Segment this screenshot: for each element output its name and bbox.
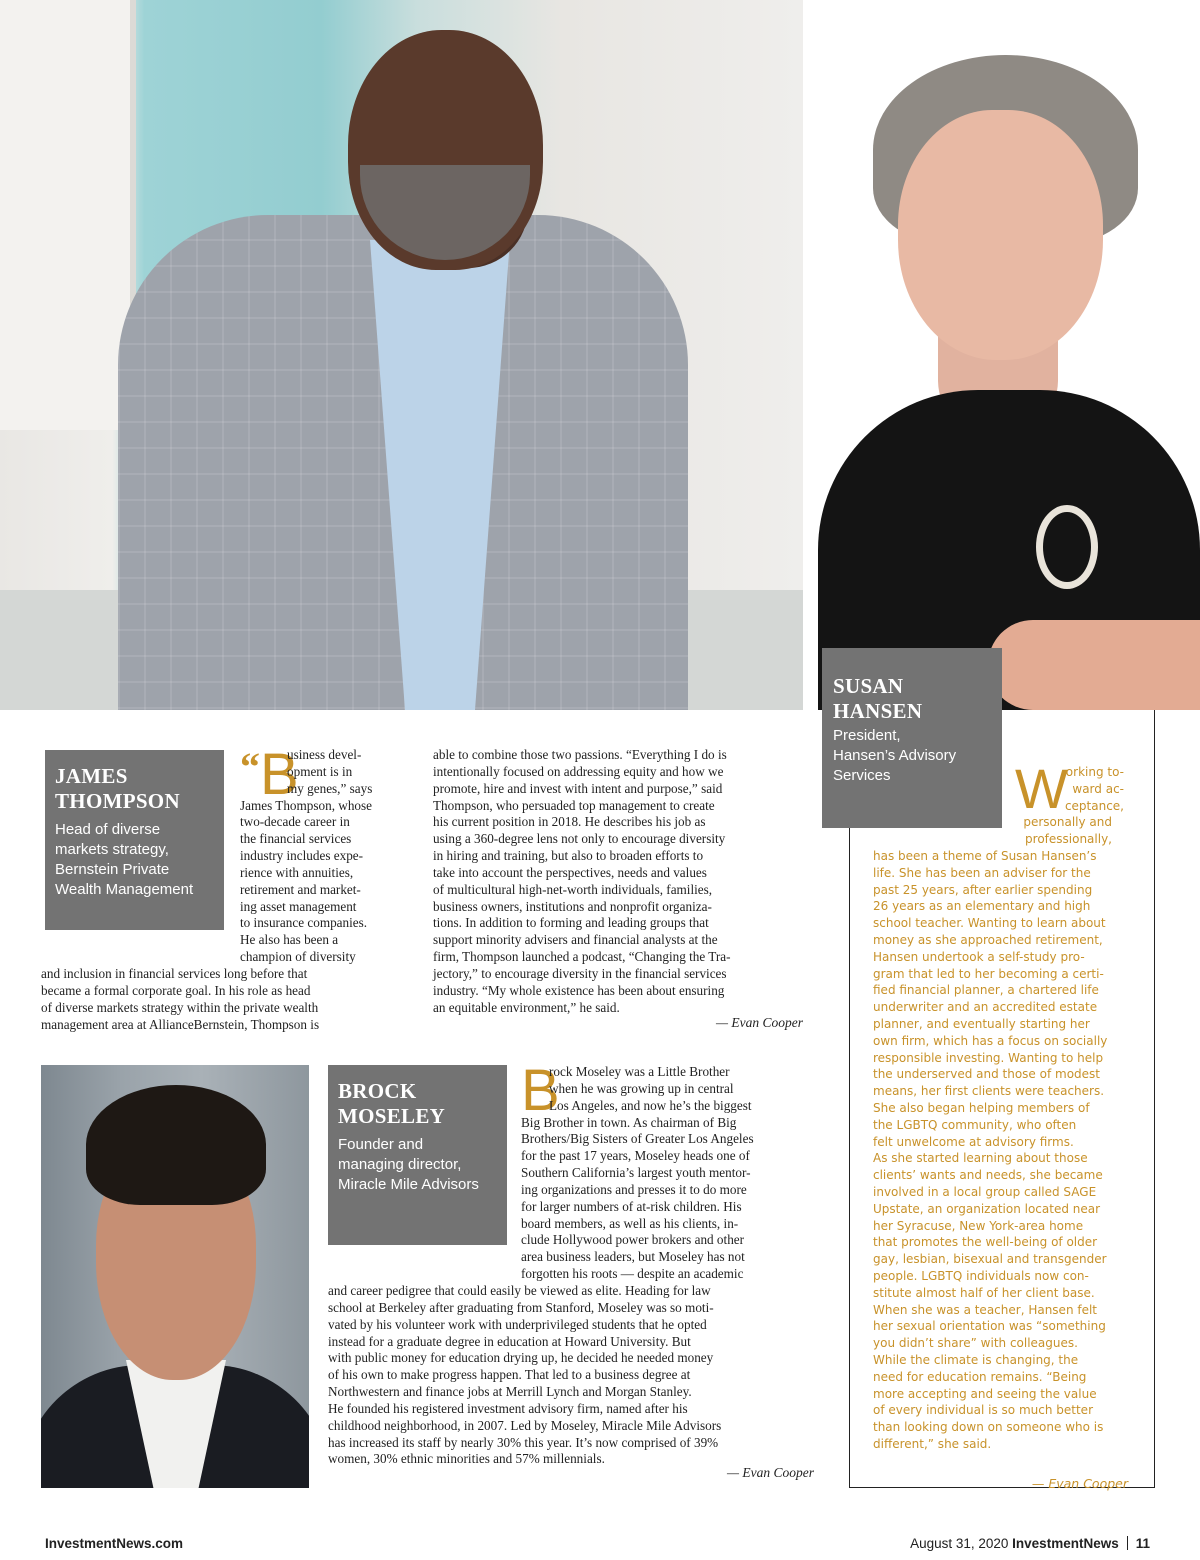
james-thompson-title <box>55 820 214 900</box>
text-line: using a 360-degree lens not only to encourage diversity <box>433 831 726 847</box>
susan-dropcap: W <box>1015 757 1068 820</box>
text-line: jectory,” to encourage diversity in the financial services <box>433 965 727 981</box>
text-line: forgotten his roots — despite an academic <box>521 1266 744 1282</box>
text-line: rock Moseley was a Little Brother <box>549 1064 730 1079</box>
title-line: Head of diverse <box>55 821 161 838</box>
susan-article-intro-2 <box>1023 814 1112 848</box>
text-line: When she was a teacher, Hansen felt <box>873 1302 1098 1317</box>
text-line: While the climate is changing, the <box>873 1352 1079 1367</box>
text-line: of his own to make progress happen. That led to a business degree at <box>328 1367 691 1383</box>
james-article-col2 <box>433 747 731 1017</box>
brock-article-intro <box>549 1064 752 1115</box>
text-line: James Thompson, whose <box>240 797 372 813</box>
text-line: the financial services <box>240 831 352 847</box>
susan-hansen-name <box>833 674 991 724</box>
text-line: He founded his registered investment advisory firm, named after his <box>328 1400 688 1416</box>
text-line: childhood neighborhood, in 2007. Led by Moseley, Miracle Mile Advisors <box>328 1417 722 1433</box>
text-line: stitute almost half of her client base. <box>873 1285 1095 1300</box>
text-line: past 25 years, after earlier spending <box>873 882 1093 897</box>
footer-issue-info <box>910 1536 1150 1551</box>
brock-article-col-narrow <box>521 1115 754 1283</box>
title-line: Wealth Management <box>55 881 194 898</box>
text-line: own firm, which has a focus on socially <box>873 1033 1108 1048</box>
text-line: Upstate, an organization located near <box>873 1201 1101 1216</box>
text-line: to insurance companies. <box>240 915 368 931</box>
text-line: clude Hollywood power brokers and other <box>521 1232 745 1248</box>
text-line: the LGBTQ community, who often <box>873 1117 1077 1132</box>
text-line: He also has been a <box>240 932 339 948</box>
text-line: the underserved and those of modest <box>873 1067 1100 1082</box>
text-line: involved in a local group called SAGE <box>873 1184 1097 1199</box>
title-line: Bernstein Private <box>55 861 170 878</box>
text-line: became a formal corporate goal. In his role as head <box>41 982 311 998</box>
title-line: markets strategy, <box>55 841 169 858</box>
text-line: two-decade career in <box>240 814 350 830</box>
text-line: his current position in 2018. He describes his job as <box>433 814 706 830</box>
text-line: people. LGBTQ individuals now con- <box>873 1268 1089 1283</box>
title-line: managing director, <box>338 1156 462 1173</box>
name-line: THOMPSON <box>55 789 180 813</box>
text-line: and inclusion in financial services long before that <box>41 966 308 981</box>
text-line: ing asset management <box>240 898 357 914</box>
text-line: usiness devel- <box>287 747 362 762</box>
text-line: responsible investing. Wanting to help <box>873 1050 1104 1065</box>
text-line: Northwestern and finance jobs at Merrill Lynch and Morgan Stanley. <box>328 1384 692 1400</box>
susan-hansen-title <box>833 726 991 786</box>
brock-moseley-title <box>338 1135 497 1195</box>
text-line: her Syracuse, New York-area home <box>873 1218 1084 1233</box>
text-line: industry includes expe- <box>240 848 364 864</box>
brock-moseley-name <box>338 1079 497 1129</box>
text-line: planner, and eventually starting her <box>873 1016 1090 1031</box>
text-line: life. She has been an adviser for the <box>873 865 1091 880</box>
title-line: President, <box>833 727 901 744</box>
text-line: of multicultural high-net-worth individuals, families, <box>433 881 713 897</box>
text-line: has been a theme of Susan Hansen’s <box>873 849 1097 863</box>
james-article-intro <box>287 747 372 798</box>
text-line: you didn’t share” with colleagues. <box>873 1336 1078 1351</box>
text-line: gram that led to her becoming a certi- <box>873 966 1104 981</box>
brock-dropcap: B <box>521 1058 560 1123</box>
text-line: area business leaders, but Moseley has not <box>521 1249 745 1265</box>
text-line: 26 years as an elementary and high <box>873 899 1091 914</box>
footer-date: August 31, 2020 <box>910 1536 1009 1551</box>
brock-moseley-name-box <box>328 1065 507 1245</box>
name-line: MOSELEY <box>338 1104 446 1128</box>
text-line: She also began helping members of <box>873 1100 1090 1115</box>
text-line: for larger numbers of at-risk children. His <box>521 1198 742 1214</box>
name-line: HANSEN <box>833 699 923 723</box>
text-line: underwriter and an accredited estate <box>873 1000 1098 1015</box>
text-line: business owners, institutions and nonprofit organiza- <box>433 898 712 914</box>
text-line: rience with annuities, <box>240 864 354 880</box>
text-line: intentionally focused on addressing equity and how we <box>433 763 724 779</box>
text-line: when he was growing up in central <box>549 1080 734 1096</box>
text-line: and career pedigree that could easily be viewed as elite. Heading for law <box>328 1283 711 1298</box>
text-line: ing organizations and presses it to do more <box>521 1181 747 1197</box>
name-line: SUSAN <box>833 674 904 698</box>
text-line: has increased its staff by nearly 30% this year. It’s now comprised of 39% <box>328 1434 719 1450</box>
brock-moseley-photo <box>41 1065 309 1488</box>
title-line: Founder and <box>338 1136 424 1153</box>
susan-byline: — Evan Cooper <box>1031 1476 1128 1491</box>
text-line: promote, hire and invest with intent and purpose,” said <box>433 780 723 796</box>
text-line: my genes,” says <box>287 780 373 796</box>
text-line: an equitable environment,” he said. <box>433 999 620 1015</box>
text-line: board members, as well as his clients, in- <box>521 1215 739 1231</box>
susan-article-intro <box>1065 764 1124 814</box>
text-line: Thompson, who persuaded top management to create <box>433 797 715 813</box>
susan-article-body <box>873 848 1107 1453</box>
text-line: of every individual is so much better <box>873 1403 1093 1418</box>
text-line: Los Angeles, and now he’s the biggest <box>549 1097 752 1113</box>
brock-byline: — Evan Cooper <box>727 1465 814 1480</box>
text-line: than looking down on someone who is <box>873 1420 1104 1435</box>
text-line: retirement and market- <box>240 881 361 897</box>
name-line: BROCK <box>338 1079 417 1103</box>
text-line: tions. In addition to forming and leading groups that <box>433 915 709 931</box>
text-line: means, her first clients were teachers. <box>873 1084 1105 1099</box>
text-line: instead for a graduate degree in education at Howard University. But <box>328 1333 691 1349</box>
james-byline: — Evan Cooper <box>716 1015 803 1030</box>
page-number: 11 <box>1135 1536 1150 1551</box>
name-line: JAMES <box>55 764 128 788</box>
susan-hansen-photo <box>818 0 1200 710</box>
text-line: Southern California’s largest youth mentor- <box>521 1165 751 1181</box>
text-line: management area at AllianceBernstein, Thompson is <box>41 1016 320 1032</box>
james-thompson-name <box>55 764 214 814</box>
text-line: more accepting and seeing the value <box>873 1386 1097 1401</box>
james-dropcap: B <box>260 742 299 807</box>
text-line: money as she approached retirement, <box>873 932 1103 947</box>
title-line: Services <box>833 767 891 784</box>
text-line: able to combine those two passions. “Everything I do is <box>433 747 727 762</box>
text-line: with public money for education drying up, he decided he needed money <box>328 1350 714 1366</box>
text-line: need for education remains. “Being <box>873 1369 1087 1384</box>
text-line: professionally, <box>1025 832 1112 847</box>
text-line: Brothers/Big Sisters of Greater Los Angeles <box>521 1131 754 1147</box>
title-line: Miracle Mile Advisors <box>338 1176 479 1193</box>
text-line: take into account the perspectives, needs and values <box>433 864 707 880</box>
james-thompson-name-box <box>45 750 224 930</box>
text-line: school teacher. Wanting to learn about <box>873 916 1106 931</box>
text-line: opment is in <box>287 763 353 779</box>
text-line: in hiring and training, but also to broaden efforts to <box>433 848 704 864</box>
text-line: ceptance, <box>1064 798 1124 813</box>
text-line: her sexual orientation was “something <box>873 1319 1106 1334</box>
text-line: clients’ wants and needs, she became <box>873 1168 1103 1183</box>
text-line: school at Berkeley after graduating from Stanford, Moseley was so moti- <box>328 1299 714 1315</box>
text-line: felt unwelcome at advisory firms. <box>873 1134 1074 1149</box>
susan-hansen-name-box <box>822 648 1002 828</box>
text-line: orking to- <box>1065 765 1124 779</box>
text-line: As she started learning about those <box>873 1151 1088 1166</box>
text-line: champion of diversity <box>240 949 356 965</box>
text-line: ward ac- <box>1072 781 1124 796</box>
text-line: different,” she said. <box>873 1436 992 1451</box>
james-article-col1 <box>240 798 372 966</box>
james-article-col1-wide <box>41 966 319 1033</box>
text-line: vated by his volunteer work with underprivileged students that he opted <box>328 1316 707 1332</box>
text-line: support minority advisers and financial analysts at the <box>433 932 718 948</box>
text-line: that promotes the well-being of older <box>873 1235 1098 1250</box>
james-thompson-photo <box>0 0 803 710</box>
text-line: women, 30% ethnic minorities and 57% millennials. <box>328 1451 605 1467</box>
brock-article-col-wide <box>328 1283 721 1468</box>
footer-site[interactable]: InvestmentNews.com <box>45 1536 184 1551</box>
title-line: Hansen’s Advisory <box>833 747 957 764</box>
text-line: personally and <box>1023 815 1112 830</box>
text-line: Hansen undertook a self-study pro- <box>873 949 1085 964</box>
text-line: industry. “My whole existence has been about ensuring <box>433 982 725 998</box>
text-line: for the past 17 years, Moseley heads one of <box>521 1148 750 1164</box>
text-line: firm, Thompson launched a podcast, “Changing the Tra- <box>433 949 731 965</box>
quote-mark: “ <box>240 744 260 789</box>
text-line: gay, lesbian, bisexual and transgender <box>873 1252 1107 1267</box>
footer-divider <box>1127 1536 1128 1550</box>
text-line: Big Brother in town. As chairman of Big <box>521 1114 737 1130</box>
footer-publication: InvestmentNews <box>1012 1536 1119 1551</box>
text-line: of diverse markets strategy within the private wealth <box>41 999 319 1015</box>
text-line: fied financial planner, a chartered life <box>873 983 1099 998</box>
